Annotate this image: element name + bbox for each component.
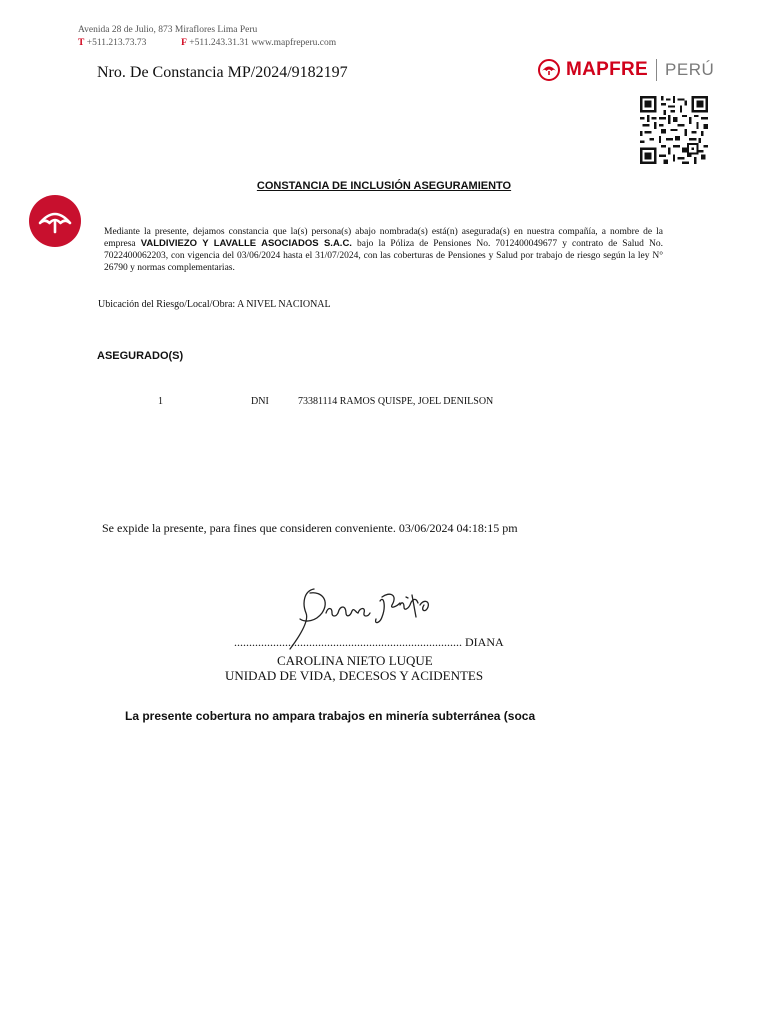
brand-name: MAPFRE xyxy=(566,59,649,80)
insured-id-name: 73381114 RAMOS QUISPE, JOEL DENILSON xyxy=(298,396,494,407)
fax: +511.243.31.31 xyxy=(189,38,249,48)
risk-location: Ubicación del Riesgo/Local/Obra: A NIVEL NACIONAL xyxy=(98,299,331,310)
contact-line xyxy=(78,37,336,50)
body-paragraph: Mediante la presente, dejamos constancia que la(s) persona(s) abajo nombrada(s) está(n) asegurada(s) en nuestra compañía, a nombre de la empresa VALDIVIEZO Y LAVALLE ASOCIADOS S.A.C. bajo la Póliza de Pensiones No. 7012400049677 y contrato de Salud No. 7022400062203, con vigencia del 03/06/2024 hasta el 31/07/2024, con las coberturas de Pensiones y Salud por trabajo de riesgo según la ley N° 26790 y normas complementarias. xyxy=(104,227,663,273)
signatory-name: CAROLINA NIETO LUQUE xyxy=(277,653,433,668)
company-name: VALDIVIEZO Y LAVALLE ASOCIADOS S.A.C. xyxy=(140,238,352,249)
signatory-unit: UNIDAD DE VIDA, DECESOS Y ACIDENTES xyxy=(225,668,484,683)
website-link[interactable]: www.mapfreperu.com xyxy=(251,38,337,48)
address-line: Avenida 28 de Julio, 873 Miraflores Lima Peru xyxy=(78,25,258,35)
document-title: CONSTANCIA DE INCLUSIÓN ASEGURAMIENTO xyxy=(256,180,512,192)
phone: +511.213.73.73 xyxy=(86,38,147,48)
footer-note: La presente cobertura no ampara trabajos en minería subterránea (soca xyxy=(125,709,536,723)
constancia-number: Nro. De Constancia MP/2024/9182197 xyxy=(97,64,348,81)
header-address xyxy=(78,24,336,50)
phone-prefix: T xyxy=(78,38,85,48)
fax-prefix: F xyxy=(181,38,187,48)
insured-heading: ASEGURADO(S) xyxy=(97,350,184,362)
brand-country: PERÚ xyxy=(665,60,715,79)
issued-statement: Se expide la presente, para fines que consideren conveniente. 03/06/2024 04:18:15 pm xyxy=(102,521,518,535)
mapfre-umbrella-icon xyxy=(538,59,560,81)
insured-doc-type: DNI xyxy=(251,396,269,407)
qr-code-icon[interactable] xyxy=(638,96,710,164)
signature-line: ............................................................................ DIANA xyxy=(234,635,504,649)
brand-logo xyxy=(538,56,714,84)
brand-divider xyxy=(656,59,657,81)
insured-number: 1 xyxy=(158,396,163,407)
mapfre-umbrella-icon xyxy=(29,195,81,247)
